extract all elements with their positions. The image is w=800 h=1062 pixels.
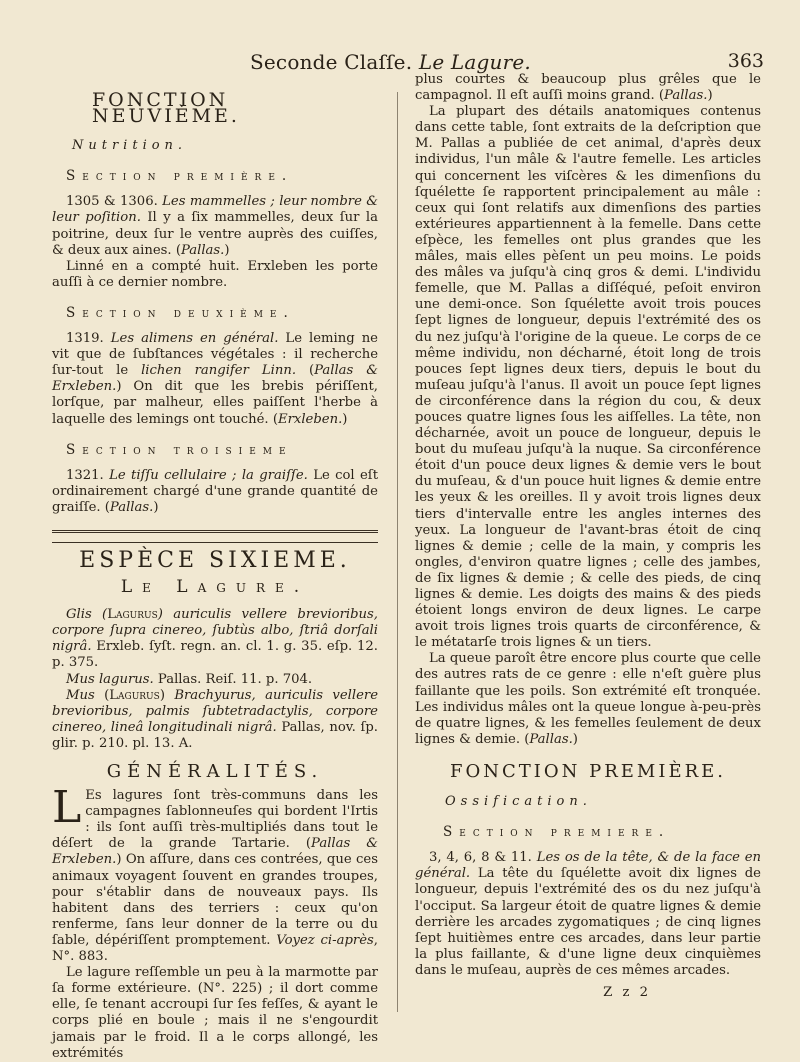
paragraph-marmotte: Le lagure reſſemble un peu à la marmotte par ſa forme extérieure. (N°. 225) ; il dort comme elle, ſe tenant accroupi ſur ſes feſſes, & ayant le corps plié en boule ; mais il ne s'engourdit jamais par le froid. Il a le corps allongé, les extrémités	[52, 965, 378, 1061]
signature-mark: Z z 2	[603, 984, 651, 1000]
generalites-heading: GÉNÉRALITÉS.	[106, 761, 324, 782]
running-title-species: Le Lagure.	[418, 50, 531, 74]
paragraph-queue: La queue paroît être encore plus courte que celle des autres rats de ce genre : elle n'eſt guère plus faillante que les poils. Son extrémité eſt tronquée. Les individus mâles ont la queue longue à-peu-près de quatre lignes, & les femelles ſeulement de deux lignes & demie. (Pallas.)	[415, 651, 761, 747]
section-premiere-heading: Section première.	[66, 168, 294, 185]
synonym-erxleben: Glis (Lagurus) auriculis vellere brevioribus, corpore ſupra cinereo, ſubtùs albo, ſtriâ dorſali nigrâ. Erxleb. ſyſt. regn. an. cl. 1. g. 35. eſp. 12. p. 375.	[52, 607, 378, 671]
section-premiere-right-heading: Section premiere.	[443, 824, 671, 841]
fonction-premiere-heading: FONCTION PREMIÈRE.	[449, 760, 726, 782]
paragraph-continuation: plus courtes & beaucoup plus grêles que le campagnol. Il eſt auſſi moins grand. (Pallas.)	[415, 72, 761, 104]
paragraph-1319: 1319. Les alimens en général. Le leming ne vit que de ſubſtances végétales : il recherche ſur-tout le lichen rangifer Linn. (Pallas & Erxleben.) On dit que les brebis périſſent, lorſque, par malheur, elles paiſſent l'herbe à laquelle des lemings ont touché. (Erxleben.)	[52, 331, 378, 427]
running-header	[250, 50, 670, 74]
section-troisieme-heading: Section troisieme	[66, 441, 293, 458]
paragraph-anatomy: La plupart des détails anatomiques contenus dans cette table, ſont extraits de la deſcription que M. Pallas a publiée de cet animal, d'après deux individus, l'un mâle & l'autre femelle. Les articles qui concernent les viſcères & les dimenſions du ſquélette ſe rapportent principalement au mâle : ceux qui ſont relatifs aux dimenſions des parties extérieures appartiennent à la femelle. Dans cette eſpèce, les femelles ont plus grandes que les mâles, mais elles pèſent un peu moins. Le poids des mâles va juſqu'à cinq gros & demi. L'individu femelle, que M. Pallas a diſſéqué, peſoit environ une demi-once. Son ſquélette avoit trois pouces ſept lignes de longueur, depuis l'extrémité des os du nez juſqu'à l'origine de la queue. Le corps de ce même individu, non décharné, étoit long de trois pouces ſept lignes deux tiers, depuis le bout du muſeau juſqu'à l'anus. Il avoit un pouce ſept lignes de circonférence dans la région du cou, & deux pouces quatre lignes ſous les aiſſelles. La tête, non décharnée, avoit un pouce de longueur, depuis le bout du muſeau juſqu'à la nuque. Sa circonférence étoit d'un pouce deux lignes & demie vers le bout du muſeau, & d'un pouce huit lignes & demie entre les yeux & les oreilles. Il y avoit trois lignes deux tiers d'intervalle entre les angles internes des yeux. La longueur de l'avant-bras étoit de cinq lignes & demie ; celle de la main, y compris les ongles, d'environ quatre lignes ; celle des jambes, de ſix lignes & demie ; & celle des pieds, de cinq lignes & demie. Les doigts des mains & des pieds étoient longs environ de deux lignes. Le carpe avoit trois lignes trois quarts de circonférence, & le métatarſe trois lignes & un tiers.	[415, 104, 761, 651]
section-deuxieme-heading: Section deuxième.	[66, 304, 295, 321]
synonym-pallas-reise: Mus lagurus. Pallas. Reiſ. 11. p. 704.	[66, 671, 313, 687]
espece-sixieme-heading: ESPÈCE SIXIEME.	[79, 547, 351, 573]
synonym-pallas-glires: Mus (Lagurus) Brachyurus, auriculis vellere brevioribus, palmis ſubtetradactylis, corpore cinereo, lineâ longitudinali nigrâ. Pallas, nov. ſp. glir. p. 210. pl. 13. A.	[52, 687, 378, 751]
ornamental-rule	[52, 530, 378, 543]
ossification-heading: Ossification.	[445, 794, 592, 810]
le-lagure-heading: Le Lagure.	[120, 577, 310, 598]
paragraph-generalites: L Es lagures ſont très-communs dans les campagnes ſablonneuſes qui bordent l'Irtis : ils ſont auſſi très-multipliés dans tout le déſert de la grande Tartarie. (Pallas & Erxleben.) On aſſure, dans ces contrées, que ces animaux voyagent ſouvent en grandes troupes, pour s'établir dans de nouveaux pays. Ils habitent dans des terriers : ceux qu'on renferme, ſans leur donner de la terre ou du ſable, dépériſſent promptement. Voyez ci-après, N°. 883.	[52, 782, 379, 965]
drop-cap: L	[52, 782, 82, 834]
paragraph-1305: 1305 & 1306. Les mammelles ; leur nombre & leur poſition. Il y a ſix mammelles, deux ſur la poitrine, deux ſur le ventre auprès des cuiſſes, & deux aux aines. (Pallas.)	[52, 194, 378, 258]
right-column	[415, 72, 761, 1001]
column-divider	[397, 92, 398, 1012]
page-number: 363	[727, 50, 764, 72]
paragraph-linne: Linné en a compté huit. Erxleben les porte auſſi à ce dernier nombre.	[52, 258, 378, 290]
fonction-neuvieme-heading: FONCTION NEUVIÈME.	[92, 89, 240, 128]
nutrition-heading: Nutrition.	[72, 138, 188, 154]
paragraph-1321: 1321. Le tiſſu cellulaire ; la graiſſe. Le col eſt ordinairement chargé d'une grande quantité de graiſſe. (Pallas.)	[52, 467, 378, 515]
running-title-class: Seconde Claſſe.	[250, 50, 413, 74]
left-column	[52, 89, 379, 1062]
paragraph-os-tete: 3, 4, 6, 8 & 11. Les os de la tête, & de la face en général. La tête du ſquélette avoit dix lignes de longueur, depuis l'extrémité des os du nez juſqu'à l'occiput. Sa largeur étoit de quatre lignes & demie derrière les arcades zygomatiques ; de cinq lignes ſept huitièmes entre ces arcades, dans leur partie la plus faillante, & d'une ligne deux cinquièmes dans le muſeau, auprès de ces mêmes arcades.	[415, 850, 761, 978]
